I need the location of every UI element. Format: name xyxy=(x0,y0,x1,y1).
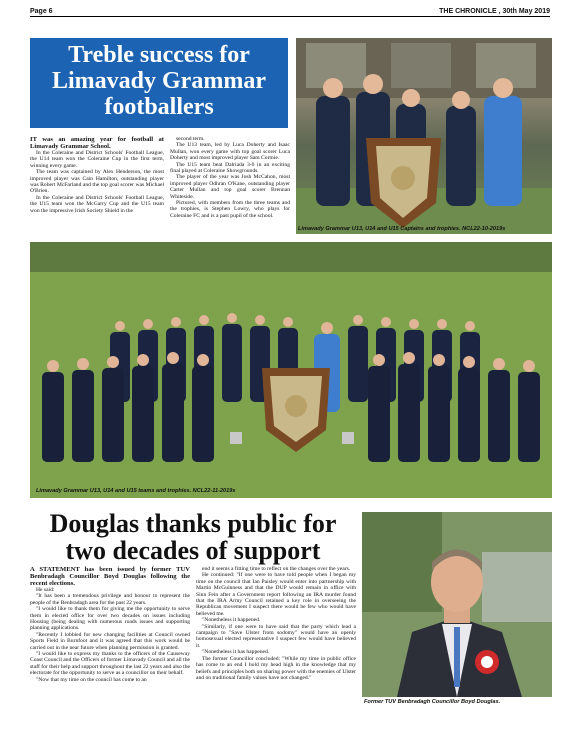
story2-paragraph: "Now that my time on the council has come to an xyxy=(36,676,147,683)
teams-photo xyxy=(30,242,552,498)
story2-paragraph: "I would like to thank them for giving me the opportunity to serve them in elected office for over two decades on issues including Housing (being dealing with numerous roads issues and supporting planning applications. xyxy=(30,606,190,632)
councillor-photo xyxy=(362,512,552,697)
story2-paragraph: "I would like to express my thanks to the officers of the Causeway Coast Council and the Officers of former Limavady Council and all the staff for their help and support throughout the last 22 years and also the electorate for the opportunity to serve as a councillor on their behalf. xyxy=(30,651,190,677)
story2-paragraph: end it seems a fitting time to reflect on the changes over the years. xyxy=(202,566,351,572)
lead-paragraph: In the Coleraine and District Schools' Football League, the U15 team won the McGarry Cup and the U15 team won the impressive Irish Society Shield in the xyxy=(30,194,164,214)
column-paragraph: The player of the year was Josh McCahon, most improved player Odhran O'Kane, outstanding player Carter Mullan and top goal scorer Brennan Whiteside. xyxy=(170,174,290,200)
column-paragraph: second term. xyxy=(176,136,205,142)
story2-paragraph: He continued: "If one were to have told people when I began my time on the council that Ian Paisley would enter into partnership with Martin McGuinness and that the DUP would remain in office with Sinn Fein after a Government report following an IRA murder found that the IRA Army Council retained a key role in overseeing the Republican movement I suspect there would be few who would have believed me. xyxy=(196,572,356,617)
second-column xyxy=(170,136,290,219)
headline: Treble success for Limavady Grammar footballers xyxy=(52,42,266,120)
story2-paragraph: "Nonetheless it has happened. xyxy=(202,649,270,656)
story2-paragraph: He said: xyxy=(36,587,55,593)
story2-paragraph: The former Councillor concluded: "While my time in public office has come to an end I hold my head high in the knowledge that my beliefs and principles both on sharing power with the enemies of Ulster and on traditional family values have not changed." xyxy=(196,655,356,681)
story2-column-2 xyxy=(196,566,356,681)
story2-headline: Douglas thanks public for two decades of support xyxy=(49,509,337,565)
story2-paragraph: "Similarly, if one were to have said that the party which lead a campaign to "Save Ulster from sodomy" would have an openly homosexual elected representative I suspect few would have believed it. xyxy=(196,623,356,649)
page-number: Page 6 xyxy=(30,8,53,15)
header-rule xyxy=(30,16,550,17)
councillor-photo-caption: Former TUV Benbradagh Councillor Boyd Douglas. xyxy=(364,699,501,705)
lead-column xyxy=(30,136,164,214)
lead-paragraph: In the Coleraine and District Schools' Football League, the U14 team won the Coleraine Cup in the first term, winning every game. xyxy=(30,150,164,169)
story2-intro: A STATEMENT has been issued by former TUV Benbradagh Councillor Boyd Douglas following the recent elections. xyxy=(30,566,190,587)
publication-date: THE CHRONICLE , 30th May 2019 xyxy=(439,8,550,15)
lead-intro: IT was an amazing year for football at Limavady Grammar School. xyxy=(30,136,164,150)
teams-photo-caption: Limavady Grammar U13, U14 and U15 teams and trophies. NCL22-11-2019s xyxy=(36,488,236,494)
story2-paragraph: "Nonetheless it happened. xyxy=(202,617,261,624)
councillor-photo-art xyxy=(362,512,552,697)
captains-photo-art xyxy=(296,38,552,234)
lead-paragraph: The team was captained by Alex Henderson, the most improved player was Cain Hamilton, outstanding player was Robert McFarland and the top goal scorer was Michael O'Brien. xyxy=(30,169,164,195)
captains-photo xyxy=(296,38,552,234)
story2-column-1 xyxy=(30,566,190,683)
column-paragraph: Pictured, with members from the three teams and the trophies, is Stephen Lowry, who plays for Coleraine FC and is a past pupil of the school. xyxy=(170,200,290,219)
headline-banner xyxy=(30,38,288,128)
story2-paragraph: "It has been a tremendous privilege and honour to represent the people of the Benbradagh area for the past 22 years. xyxy=(30,593,190,606)
captains-photo-caption: Limavady Grammar U13, U14 and U15 Captains and trophies. NCL22-10-2019s xyxy=(298,226,506,232)
column-paragraph: The U15 team beat Dalriada 3-0 in an exciting final played at Coleraine Showgrounds. xyxy=(170,161,290,175)
story2-paragraph: "Recently I lobbied for new changing facilities at Council owned Sports Field in Burnfoot and it was agreed that this work would be carried out in the near future when planning permission is granted. xyxy=(30,631,190,651)
column-paragraph: The U13 team, led by Luca Doherty and Isaac Mullan, won every game with top goal scorer Luca Doherty and most improved player Sam Cormie. xyxy=(170,142,290,162)
teams-photo-art xyxy=(30,242,552,498)
